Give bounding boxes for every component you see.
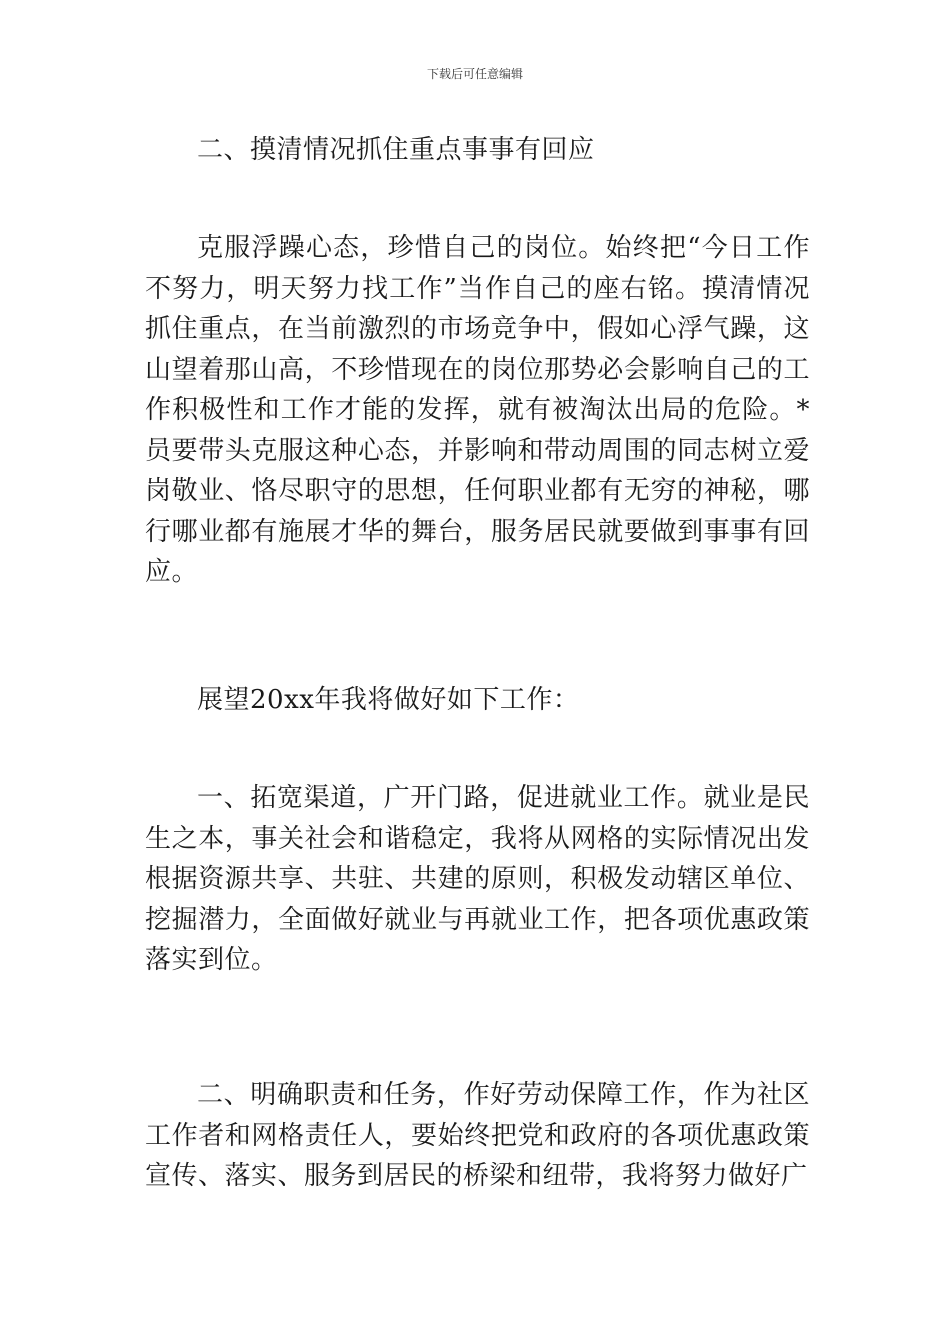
body-paragraph: 二、明确职责和任务，作好劳动保障工作，作为社区工作者和网格责任人，要始终把党和政府的各项优惠政策宣传、落实、服务到居民的桥梁和纽带，我将努力做好广 bbox=[145, 1080, 810, 1191]
section-heading: 二、摸清情况抓住重点事事有回应 bbox=[197, 135, 595, 165]
body-paragraph: 一、拓宽渠道，广开门路，促进就业工作。就业是民生之本，事关社会和谐稳定，我将从网格的实际情况出发根据资源共享、共驻、共建的原则，积极发动辖区单位、挖掘潜力，全面做好就业与再就业工作，把各项优惠政策落实到位。 bbox=[145, 783, 810, 975]
body-paragraph: 克服浮躁心态，珍惜自己的岗位。始终把“今日工作不努力，明天努力找工作”当作自己的座右铭。摸清情况抓住重点，在当前激烈的市场竞争中，假如心浮气躁，这山望着那山高，不珍惜现在的岗位那势必会影响自己的工作积极性和工作才能的发挥，就有被淘汰出局的危险。*员要带头克服这种心态，并影响和带动周围的同志树立爱岗敬业、恪尽职守的思想，任何职业都有无穷的神秘，哪行哪业都有施展才华的舞台，服务居民就要做到事事有回应。 bbox=[145, 233, 810, 587]
outlook-heading: 展望20xx年我将做好如下工作： bbox=[197, 685, 580, 715]
header-note: 下载后可任意编辑 bbox=[426, 67, 523, 81]
